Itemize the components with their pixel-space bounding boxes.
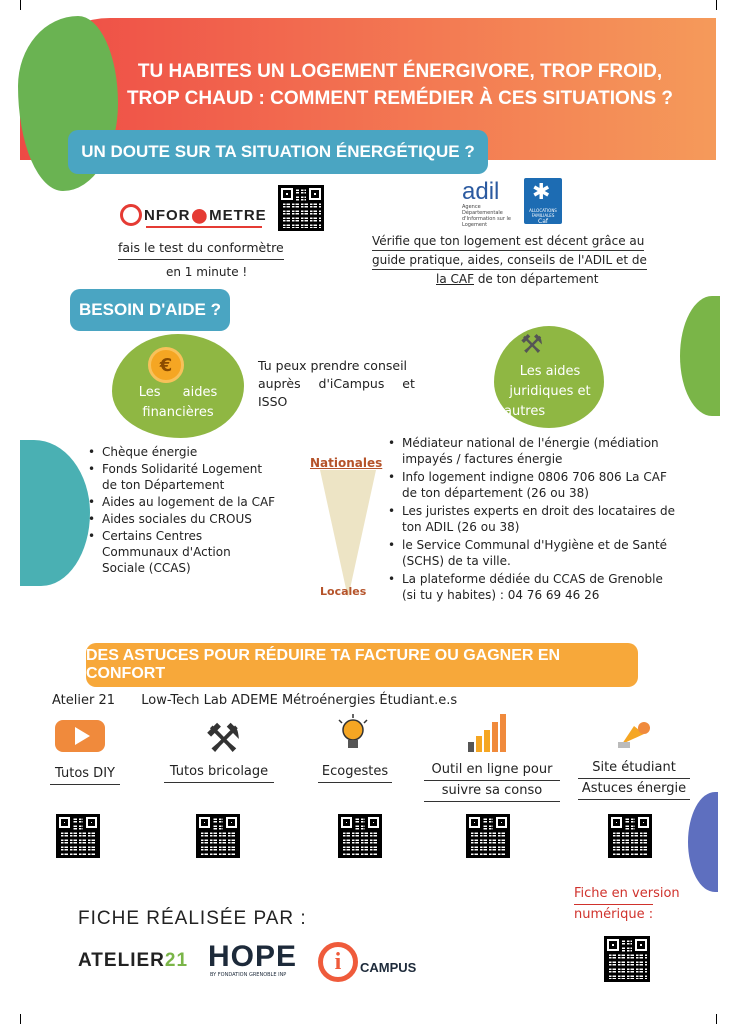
hope-logo-sub: BY FONDATION GRENOBLE INP [210, 972, 287, 978]
qr-code-ecogestes[interactable] [338, 814, 382, 858]
aides-juridiques-line1: Les aides [519, 364, 581, 379]
tool-label-tutos-bricolage: Tutos bricolage [164, 762, 274, 783]
qr-code-tutos-diy[interactable] [56, 814, 100, 858]
aides-juridiques-line3: autres [504, 404, 546, 419]
page-title [100, 58, 700, 112]
c-circle-icon [120, 204, 142, 226]
icampus-i-icon: i [318, 942, 358, 982]
conformetre-text-1: fais le test du conformètre [118, 239, 284, 260]
decorative-blob [688, 792, 718, 892]
qr-code-outil[interactable] [466, 814, 510, 858]
atelier21-logo [78, 950, 188, 972]
crop-mark [20, 1014, 21, 1024]
adil-logo [462, 180, 522, 226]
atelier-word: ATELIER [78, 950, 165, 971]
qr-code-fiche-numerique[interactable] [604, 936, 650, 982]
aides-financieres-line1: Les aides [138, 385, 218, 400]
list-item: • Les juristes experts en droit des locataires de ton ADIL (26 ou 38) [388, 503, 678, 535]
aides-juridiques-list [388, 435, 678, 604]
tool-label-site-1: Site étudiant [578, 758, 690, 779]
atelier-number: 21 [164, 950, 189, 971]
list-item: • Info logement indigne 0806 706 806 La CAF de ton département (26 ou 38) [388, 469, 678, 501]
lightbulb-icon [336, 714, 370, 754]
snowflake-icon: ✱ [532, 180, 551, 205]
aides-juridiques-label [500, 362, 600, 422]
source-lowtech: Low-Tech Lab [141, 693, 228, 708]
decorative-blob [20, 440, 90, 586]
section-title-doute: UN DOUTE SUR TA SITUATION ÉNERGÉTIQUE ? [68, 130, 488, 174]
fiche-line2: numérique : [574, 904, 653, 925]
fiche-numerique-text [574, 884, 680, 925]
tools-icon: ⚒ [205, 716, 241, 762]
logo-text: NFOR [144, 206, 191, 224]
icampus-logo-text: CAMPUS [360, 960, 417, 975]
decorative-blob [680, 296, 720, 416]
section-title-astuces: DES ASTUCES POUR RÉDUIRE TA FACTURE OU GAGNER EN CONFORT [86, 643, 638, 687]
source-ademe: ADEME [231, 693, 278, 708]
tool-label-outil [424, 760, 560, 802]
adil-text-1: Vérifie que ton logement est décent grâce au [372, 232, 644, 251]
label-nationales: Nationales [310, 456, 383, 470]
list-item: • Certains Centres Communaux d'Action Sociale (CCAS) [88, 528, 276, 576]
aides-financieres-label [116, 383, 240, 423]
caf-line2: Caf [538, 218, 548, 225]
conseil-text [258, 357, 426, 411]
source-metroenergies: Métroénergies [281, 693, 376, 708]
list-item: • La plateforme dédiée du CCAS de Grenoble (si tu y habites) : 04 76 69 46 26 [388, 571, 678, 603]
aides-juridiques-line2: juridiques et [509, 384, 591, 399]
euro-coin-icon: € [148, 347, 184, 383]
list-item: • Aides au logement de la CAF [88, 494, 276, 510]
conseil-line3: ISSO [258, 394, 288, 409]
adil-text-2: guide pratique, aides, conseils de l'ADIL et de [372, 251, 647, 270]
adil-text-3 [372, 270, 672, 288]
list-item: • Fonds Solidarité Logement de ton Département [88, 461, 276, 493]
list-item: • Chèque énergie [88, 444, 276, 460]
tool-label-site-2: Astuces énergie [578, 779, 690, 800]
conformetre-text-2: en 1 minute ! [166, 265, 248, 279]
conseil-line2: auprès d'iCampus et [258, 376, 415, 391]
tool-label-tutos-diy: Tutos DIY [50, 764, 120, 785]
list-item: • le Service Communal d'Hygiène et de Santé (SCHS) de ta ville. [388, 537, 678, 569]
adil-text-3-rest: de ton département [474, 272, 599, 286]
logo-text: METRE [209, 206, 267, 224]
tool-label-ecogestes: Ecogestes [318, 762, 392, 783]
caf-logo [524, 178, 562, 224]
list-item: • Aides sociales du CROUS [88, 511, 276, 527]
qr-code-site[interactable] [608, 814, 652, 858]
adil-subtitle: Agence Départementale d'Information sur le Logement [462, 204, 511, 228]
qr-code-conformetre[interactable] [278, 185, 324, 231]
bar-chart-icon [466, 712, 508, 752]
hope-logo: HOPE [208, 940, 298, 973]
page-title-line2: TROP CHAUD : COMMENT REMÉDIER À CES SITUATIONS ? [126, 88, 674, 109]
conformetre-logo [120, 204, 267, 226]
crop-mark [716, 0, 717, 10]
section-title-besoin: BESOIN D'AIDE ? [70, 289, 230, 331]
adil-word: adil [462, 178, 500, 205]
source-atelier21: Atelier 21 [52, 693, 116, 708]
adil-text-3-ul: la CAF [436, 272, 474, 286]
sources-line [52, 692, 457, 710]
national-to-local-funnel [320, 470, 376, 598]
fiche-line1: Fiche en version [574, 886, 680, 901]
youtube-icon [55, 720, 105, 752]
logo-underline [146, 226, 262, 228]
tool-label-outil-2: suivre sa conso [424, 781, 560, 802]
aides-financieres-line2: financières [142, 405, 214, 420]
crop-mark [716, 1014, 717, 1024]
footer-title: FICHE RÉALISÉE PAR : [78, 908, 307, 929]
adil-text [372, 232, 672, 288]
energy-tips-icon [614, 716, 654, 752]
conseil-line1: Tu peux prendre conseil [258, 358, 408, 373]
tool-label-outil-1: Outil en ligne pour [424, 760, 560, 781]
page-title-line1: TU HABITES UN LOGEMENT ÉNERGIVORE, TROP FROID, [137, 61, 663, 82]
aides-financieres-list [88, 444, 276, 577]
location-pin-icon: ⬤ [191, 206, 209, 223]
tool-label-site [578, 758, 690, 800]
crop-mark [20, 0, 21, 10]
caf-line1: ALLOCATIONS FAMILIALES [529, 208, 557, 218]
qr-code-tutos-bricolage[interactable] [196, 814, 240, 858]
list-item: • Médiateur national de l'énergie (médiation impayés / factures énergie [388, 435, 678, 467]
gavel-icon: ⚒ [520, 330, 544, 360]
label-locales: Locales [320, 585, 367, 598]
source-etudiants: Étudiant.e.s [379, 693, 458, 708]
